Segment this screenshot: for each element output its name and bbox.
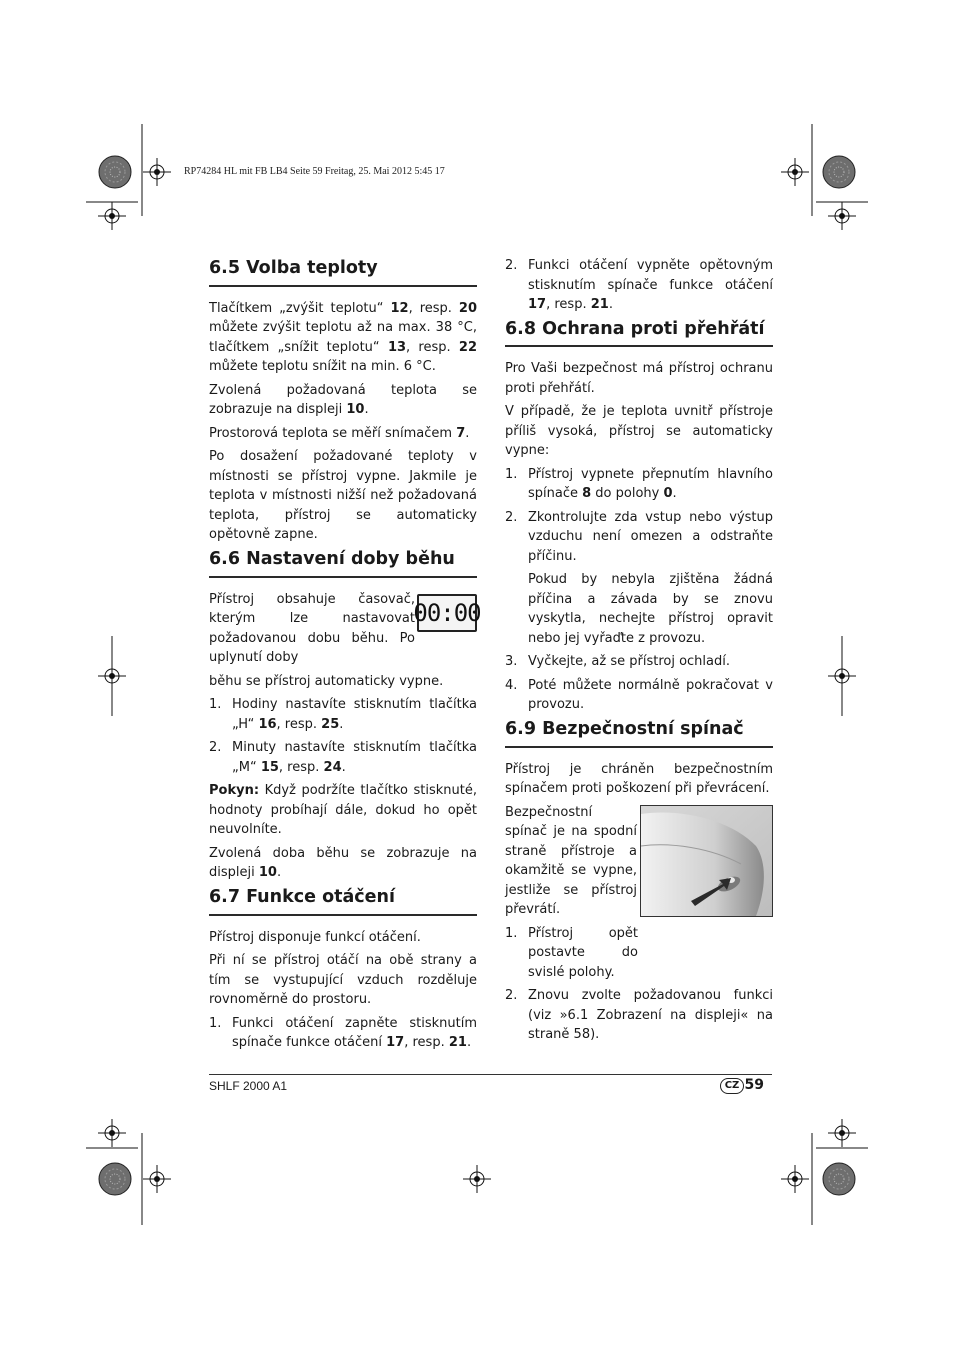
crosshair-mark [143, 1165, 171, 1193]
safety-switch-block [505, 803, 773, 920]
section-6-7 [209, 887, 477, 1053]
paragraph: Zvolená požadovaná teplota se zobrazuje na displeji 10. [209, 382, 477, 418]
paragraph: Tlačítkem „zvýšit teplotu“ 12, resp. 20 můžete zvýšit teplotu až na max. 38 °C, tlačítkem „snížit teplotu“ 13, resp. 22 můžete teplotu snížit na min. 6 °C. [209, 300, 477, 375]
steps-list-continued [505, 256, 773, 315]
star-mark-top-right [823, 156, 855, 188]
section-title: 6.6 Nastavení doby běhu [209, 549, 477, 578]
list-item: 4. Poté můžete normálně pokračovat v provozu. [505, 677, 773, 713]
list-item: 2. Funkci otáčení vypněte opětovným stisknutím spínače funkce otáčení 17, resp. 21. [505, 258, 773, 312]
crosshair-mark [781, 158, 809, 186]
list-item: 3. Vyčkejte, až se přístroj ochladí. [505, 654, 730, 670]
page-number: 59 [744, 1077, 764, 1093]
section-title: 6.5 Volba teploty [209, 258, 477, 287]
timer-display-illustration: 00:00 [417, 594, 477, 632]
crosshair-mark [781, 1165, 809, 1193]
list-item: 1. Přístroj opět postavte do svislé polohy. [505, 925, 638, 980]
steps-list [505, 465, 773, 715]
star-mark-top-left [99, 156, 131, 188]
paragraph: V případě, že je teplota uvnitř přístroje příliš vysoká, přístroj se automaticky vypne: [505, 404, 773, 459]
section-title: 6.8 Ochrana proti přehřátí [505, 319, 773, 348]
section-title: 6.7 Funkce otáčení [209, 887, 477, 916]
model-number: SHLF 2000 A1 [209, 1079, 288, 1093]
paragraph: Zvolená doba běhu se zobrazuje na displeji 10. [209, 845, 477, 881]
list-item: 2. Minuty nastavíte stisknutím tlačítka „M“ 15, resp. 24. [209, 740, 477, 775]
star-mark-bottom-left [99, 1163, 131, 1195]
paragraph: Přístroj obsahuje časovač, kterým lze nastavovat požadovanou dobu běhu. Po uplynutí doby [209, 591, 415, 666]
crosshair-mark [828, 202, 856, 230]
section-6-6 [209, 548, 481, 883]
paragraph: Po dosažení požadované teploty v místnosti se přístroj vypne. Jakmile je teplota v místnosti nižší než požadovaná teplota, přístroj se automaticky opětovně zapne. [209, 449, 477, 543]
section-title: 6.9 Bezpečnostní spínač [505, 719, 773, 748]
safety-switch-photo [640, 805, 773, 917]
paragraph: běhu se přístroj automaticky vypne. [209, 673, 444, 689]
language-badge: CZ [720, 1078, 744, 1094]
paragraph: Přístroj disponuje funkcí otáčení. [209, 929, 421, 945]
steps-list [209, 1014, 477, 1053]
paragraph: Bezpečnostní spínač je na spodní straně přístroje a okamžitě se vypne, jestliže se přístroj převrátí. [505, 804, 637, 918]
list-item: 1. Hodiny nastavíte stisknutím tlačítka „H“ 16, resp. 25. [209, 697, 477, 732]
paragraph: Přístroj je chráněn bezpečnostním spínačem proti poškození při převrácení. [505, 761, 773, 797]
list-item: 1. Funkci otáčení zapněte stisknutím spínače funkce otáčení 17, resp. 21. [209, 1015, 477, 1051]
print-header-line: RP74284 HL mit FB LB4 Seite 59 Freitag, 25. Mai 2012 5:45 17 [184, 166, 445, 177]
note-paragraph: Pokyn: Když podržíte tlačítko stisknuté, hodnoty probíhají dále, dokud ho opět neuvolníte. [209, 783, 477, 838]
steps-list [505, 924, 773, 1045]
star-mark-bottom-right [823, 1163, 855, 1195]
paragraph: Prostorová teplota se měří snímačem 7. [209, 425, 470, 441]
crosshair-mark [98, 1119, 126, 1147]
left-column [209, 256, 481, 1057]
timer-intro [209, 590, 481, 668]
section-6-8 [505, 319, 773, 715]
crosshair-mark [98, 202, 126, 230]
section-6-5 [209, 258, 477, 545]
section-6-9 [505, 719, 773, 1045]
paragraph: Pro Vaši bezpečnost má přístroj ochranu proti přehřátí. [505, 361, 773, 396]
list-item: 1. Přístroj vypnete přepnutím hlavního spínače 8 do polohy 0. [505, 466, 773, 502]
paragraph: Při ní se přístroj otáčí na obě strany a tím se vystupující vzduch rozděluje rovnoměrně do prostoru. [209, 953, 477, 1008]
steps-list [209, 695, 477, 777]
crosshair-mark [463, 1165, 491, 1193]
list-item: 2. Znovu zvolte požadovanou funkci (viz »6.1 Zobrazení na displeji« na straně 58). [505, 988, 773, 1043]
crosshair-mark [828, 1119, 856, 1147]
right-column [505, 256, 773, 1049]
page-footer [209, 1074, 772, 1093]
sub-paragraph: Pokud by nebyla zjištěna žádná příčina a závada by se znovu vyskytla, nechejte přístroj opravit nebo jej vyřaďte z provozu. [528, 572, 773, 646]
crosshair-mark [143, 158, 171, 186]
list-item: 2. Zkontrolujte zda vstup nebo výstup vzduchu není omezen a odstraňte příčinu. Pokud by nebyla zjištěna žádná příčina a závada by se znovu vyskytla, nechejte přístroj opravit nebo jej vyřaďte z provozu. [505, 508, 773, 649]
